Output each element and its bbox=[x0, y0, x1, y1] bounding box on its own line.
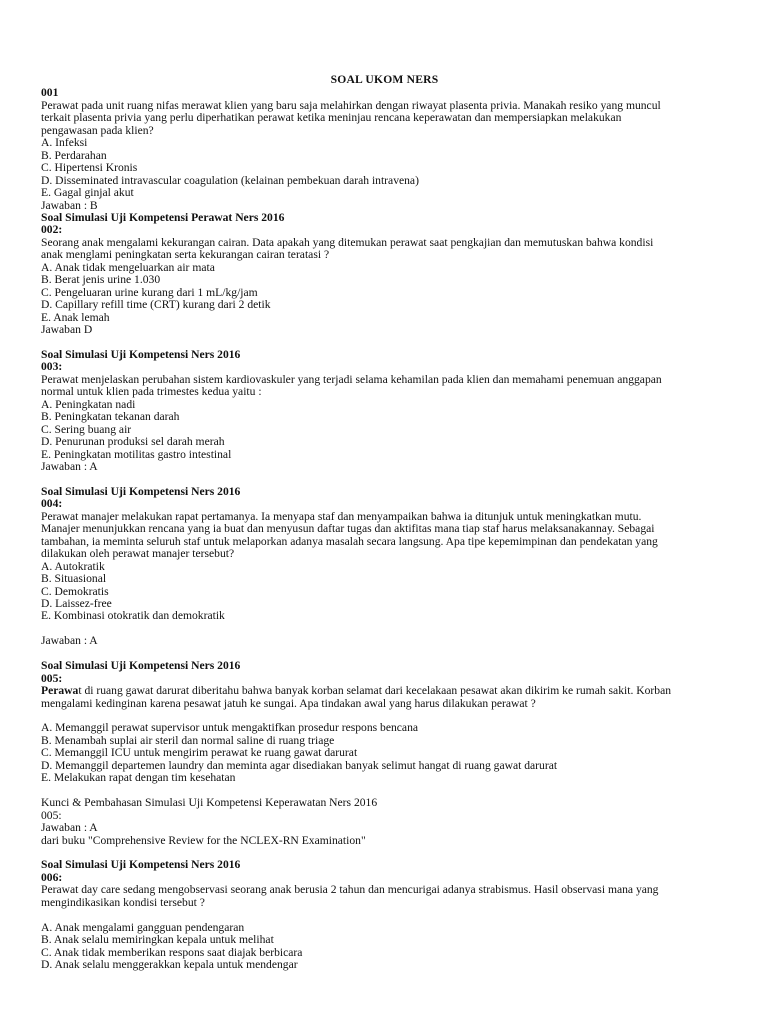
heading-line: 001 bbox=[41, 86, 59, 100]
text-line bbox=[41, 685, 728, 697]
text-line: E. Kombinasi otokratik dan demokratik bbox=[41, 609, 225, 623]
text-line: A. Autokratik bbox=[41, 559, 105, 573]
heading-line: 002: bbox=[41, 223, 63, 237]
text-line: Kunci & Pembahasan Simulasi Uji Kompetensi Keperawatan Ners 2016 bbox=[41, 796, 378, 810]
text-line: C. Anak tidak memberikan respons saat diajak berbicara bbox=[41, 945, 303, 959]
text-line: Perawat pada unit ruang nifas merawat klien yang baru saja melahirkan dengan riwayat plasenta privia. Manakah resiko yang muncul bbox=[41, 98, 661, 112]
text-line: C. Hipertensi Kronis bbox=[41, 161, 138, 175]
line-rest: t di ruang gawat darurat diberitahu bahwa banyak korban selamat dari kecelakaan pesawat akan dikirim ke rumah sakit. Korban bbox=[78, 684, 672, 698]
text-line: pengawasan pada klien? bbox=[41, 123, 154, 137]
text-line: E. Anak lemah bbox=[41, 310, 110, 324]
heading-line: Soal Simulasi Uji Kompetensi Ners 2016 bbox=[41, 484, 241, 498]
text-line: B. Anak selalu memiringkan kepala untuk melihat bbox=[41, 933, 274, 947]
heading-line: 003: bbox=[41, 360, 63, 374]
text-line: E. Melakukan rapat dengan tim kesehatan bbox=[41, 771, 236, 785]
text-line: anak menglami peningkatan serta kekurangan cairan teratasi ? bbox=[41, 248, 330, 262]
document-body bbox=[41, 87, 728, 971]
text-line: Perawat day care sedang mengobservasi seorang anak berusia 2 tahun dan mencurigai adanya strabismus. Hasil observasi mana yang bbox=[41, 883, 659, 897]
text-line: D. Anak selalu menggerakkan kepala untuk mendengar bbox=[41, 958, 298, 972]
text-line: D. Capillary refill time (CRT) kurang dari 2 detik bbox=[41, 298, 271, 312]
text-line: E. Gagal ginjal akut bbox=[41, 186, 134, 200]
heading-line: 006: bbox=[41, 870, 63, 884]
heading-line: 005: bbox=[41, 671, 63, 685]
text-line: C. Memanggil ICU untuk mengirim perawat ke ruang gawat darurat bbox=[41, 746, 358, 760]
text-line: normal untuk klien pada trimestes kedua yaitu : bbox=[41, 385, 262, 399]
text-line: B. Situasional bbox=[41, 572, 107, 586]
heading-line: Soal Simulasi Uji Kompetensi Perawat Ners 2016 bbox=[41, 210, 285, 224]
text-line: Jawaban : A bbox=[41, 460, 98, 474]
heading-line: 004: bbox=[41, 497, 63, 511]
text-line: B. Menambah suplai air steril dan normal saline di ruang triage bbox=[41, 733, 335, 747]
text-line: Jawaban D bbox=[41, 323, 93, 337]
text-line: Jawaban : A bbox=[41, 634, 98, 648]
bold-lead: Perawa bbox=[41, 684, 79, 698]
text-line: Perawat manajer melakukan rapat pertamanya. Ia menyapa staf dan menyampaikan bahwa ia ditunjuk untuk meningkatkan mutu. bbox=[41, 509, 642, 523]
text-line: A. Infeksi bbox=[41, 136, 88, 150]
text-line: tambahan, ia meminta seluruh staf untuk melaporkan adanya masalah secara langsung. Apa tipe kepemimpinan dan pendekatan yang bbox=[41, 534, 658, 548]
text-line: 005: bbox=[41, 808, 62, 822]
text-line: C. Pengeluaran urine kurang dari 1 mL/kg/jam bbox=[41, 285, 258, 299]
text-line: C. Sering buang air bbox=[41, 422, 132, 436]
text-line: A. Memanggil perawat supervisor untuk mengaktifkan prosedur respons bencana bbox=[41, 721, 419, 735]
text-line: Jawaban : B bbox=[41, 198, 98, 212]
text-line: A. Anak tidak mengeluarkan air mata bbox=[41, 260, 215, 274]
text-line: B. Perdarahan bbox=[41, 148, 107, 162]
text-line: dilakukan oleh perawat manajer tersebut? bbox=[41, 547, 235, 561]
text-line: D. Laissez-free bbox=[41, 597, 112, 610]
text-line: Manajer menunjukkan rencana yang ia buat dan menyusun daftar tugas dan aktifitas mana tiap staf harus melaksanakannay. Sebagai bbox=[41, 522, 655, 536]
text-line: C. Demokratis bbox=[41, 584, 109, 598]
text-line: D. Disseminated intravascular coagulation (kelainan pembekuan darah intravena) bbox=[41, 173, 419, 187]
text-line: D. Penurunan produksi sel darah merah bbox=[41, 435, 225, 449]
text-line: Seorang anak mengalami kekurangan cairan. Data apakah yang ditemukan perawat saat pengkajian dan memutuskan bahwa kondisi bbox=[41, 235, 654, 249]
blank-line bbox=[41, 909, 728, 921]
text-line: D. Memanggil departemen laundry dan meminta agar disediakan banyak selimut hangat di ruang gawat darurat bbox=[41, 758, 558, 772]
text-line: terkait plasenta privia yang perlu diperhatikan perawat ketika meninjau rencana keperawatan dan mempersiapkan melakukan bbox=[41, 111, 622, 125]
text-line: dari buku "Comprehensive Review for the NCLEX-RN Examination" bbox=[41, 833, 366, 847]
heading-line: Soal Simulasi Uji Kompetensi Ners 2016 bbox=[41, 858, 241, 872]
heading-line: Soal Simulasi Uji Kompetensi Ners 2016 bbox=[41, 347, 241, 361]
text-line: B. Peningkatan tekanan darah bbox=[41, 410, 180, 424]
text-line: A. Peningkatan nadi bbox=[41, 397, 136, 411]
document-title: SOAL UKOM NERS bbox=[330, 73, 439, 86]
blank-line bbox=[41, 623, 728, 635]
text-line: Jawaban : A bbox=[41, 821, 98, 835]
text-line: A. Anak mengalami gangguan pendengaran bbox=[41, 920, 245, 934]
text-line: Perawat menjelaskan perubahan sistem kardiovaskuler yang terjadi selama kehamilan pada klien dan memahami penemuan anggapan bbox=[41, 372, 662, 386]
heading-line: Soal Simulasi Uji Kompetensi Ners 2016 bbox=[41, 659, 241, 673]
text-line: B. Berat jenis urine 1.030 bbox=[41, 273, 161, 287]
text-line: mengalami kedinginan karena pesawat jatuh ke sungai. Apa tindakan awal yang harus dilakukan perawat ? bbox=[41, 696, 536, 710]
text-line: E. Peningkatan motilitas gastro intestinal bbox=[41, 447, 232, 461]
text-line: mengindikasikan kondisi tersebut ? bbox=[41, 895, 205, 909]
